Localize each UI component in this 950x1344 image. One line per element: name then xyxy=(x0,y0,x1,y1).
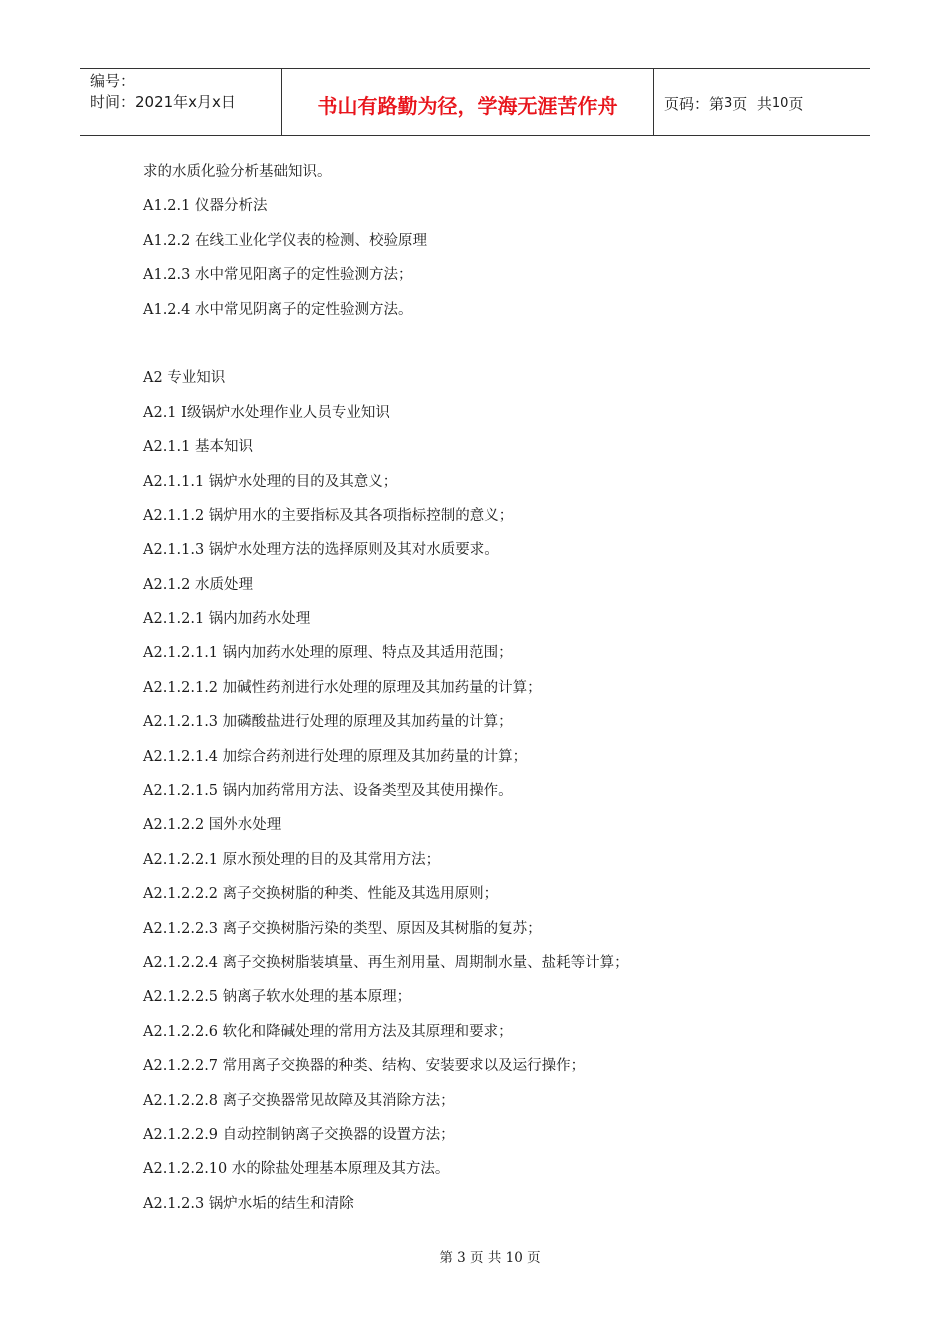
text-line: A2.1.2.2.10 水的除盐处理基本原理及其方法。 xyxy=(143,1161,450,1178)
text-line: A2.1.1 基本知识 xyxy=(143,439,253,456)
text-line: A2.1.2.3 锅炉水垢的结生和清除 xyxy=(143,1195,354,1212)
document-body xyxy=(143,158,843,1224)
page-header xyxy=(80,68,870,136)
header-page-end: 页 xyxy=(788,94,804,113)
text-line: A2.1 Ⅰ级锅炉水处理作业人员专业知识 xyxy=(143,404,390,421)
text-line: A2.1.2.1.2 加碱性药剂进行水处理的原理及其加药量的计算； xyxy=(143,679,542,696)
text-line: A1.2.3 水中常见阳离子的定性验测方法； xyxy=(143,267,413,284)
header-page-total: 10 xyxy=(771,95,789,111)
text-line: A2.1.2.1 锅内加药水处理 xyxy=(143,611,311,628)
text-line: A1.2.2 在线工业化学仪表的检测、校验原理 xyxy=(143,232,427,249)
text-line: A2.1.2.2.8 离子交换器常见故障及其消除方法； xyxy=(143,1092,455,1109)
header-number-label: 编号： xyxy=(90,72,136,90)
text-line: A2.1.2.2.3 离子交换树脂污染的类型、原因及其树脂的复苏； xyxy=(143,920,542,937)
text-line: A2.1.2.1.5 锅内加药常用方法、设备类型及其使用操作。 xyxy=(143,783,513,800)
text-line: A2.1.2.2.4 离子交换树脂装填量、再生剂用量、周期制水量、盐耗等计算； xyxy=(143,954,629,971)
text-line: A1.2.4 水中常见阴离子的定性验测方法。 xyxy=(143,301,413,318)
text-line: A2.1.2.2.6 软化和降碱处理的常用方法及其原理和要求； xyxy=(143,1023,513,1040)
text-line: A2.1.2.2.1 原水预处理的目的及其常用方法； xyxy=(143,851,441,868)
text-line: A2.1.2.1.3 加磷酸盐进行处理的原理及其加药量的计算； xyxy=(143,714,513,731)
text-line: A2.1.1.1 锅炉水处理的目的及其意义； xyxy=(143,473,398,490)
text-line: A1.2.1 仪器分析法 xyxy=(143,198,268,215)
header-time-label: 时间：2021年x月x日 xyxy=(90,93,236,111)
text-line: A2.1.2.1.1 锅内加药水处理的原理、特点及其适用范围； xyxy=(143,645,513,662)
text-line: A2.1.1.3 锅炉水处理方法的选择原则及其对水质要求。 xyxy=(143,542,499,559)
header-page-current: 3 xyxy=(724,95,733,111)
header-page-mid: 页 共 xyxy=(732,94,772,113)
text-line: A2.1.2.2.7 常用离子交换器的种类、结构、安装要求以及运行操作； xyxy=(143,1058,586,1075)
text-line: A2 专业知识 xyxy=(143,370,226,387)
header-meta xyxy=(80,69,282,135)
text-line: A2.1.2.2.5 钠离子软水处理的基本原理； xyxy=(143,989,412,1006)
text-line: A2.1.1.2 锅炉用水的主要指标及其各项指标控制的意义； xyxy=(143,507,514,524)
text-line: 求的水质化验分析基础知识。 xyxy=(143,164,332,180)
header-page-info xyxy=(654,69,870,135)
page-footer: 第 3 页 共 10 页 xyxy=(439,1250,541,1266)
text-line: A2.1.2.2.9 自动控制钠离子交换器的设置方法； xyxy=(143,1126,455,1143)
text-line: A2.1.2.2.2 离子交换树脂的种类、性能及其选用原则； xyxy=(143,886,499,903)
text-line: A2.1.2.2 国外水处理 xyxy=(143,817,282,834)
blank-line xyxy=(143,330,843,364)
header-page-label: 页码：第 xyxy=(664,94,725,113)
text-line: A2.1.2.1.4 加综合药剂进行处理的原理及其加药量的计算； xyxy=(143,748,528,765)
text-line: A2.1.2 水质处理 xyxy=(143,576,253,593)
header-slogan: 书山有路勤为径，学海无涯苦作舟 xyxy=(282,69,654,135)
